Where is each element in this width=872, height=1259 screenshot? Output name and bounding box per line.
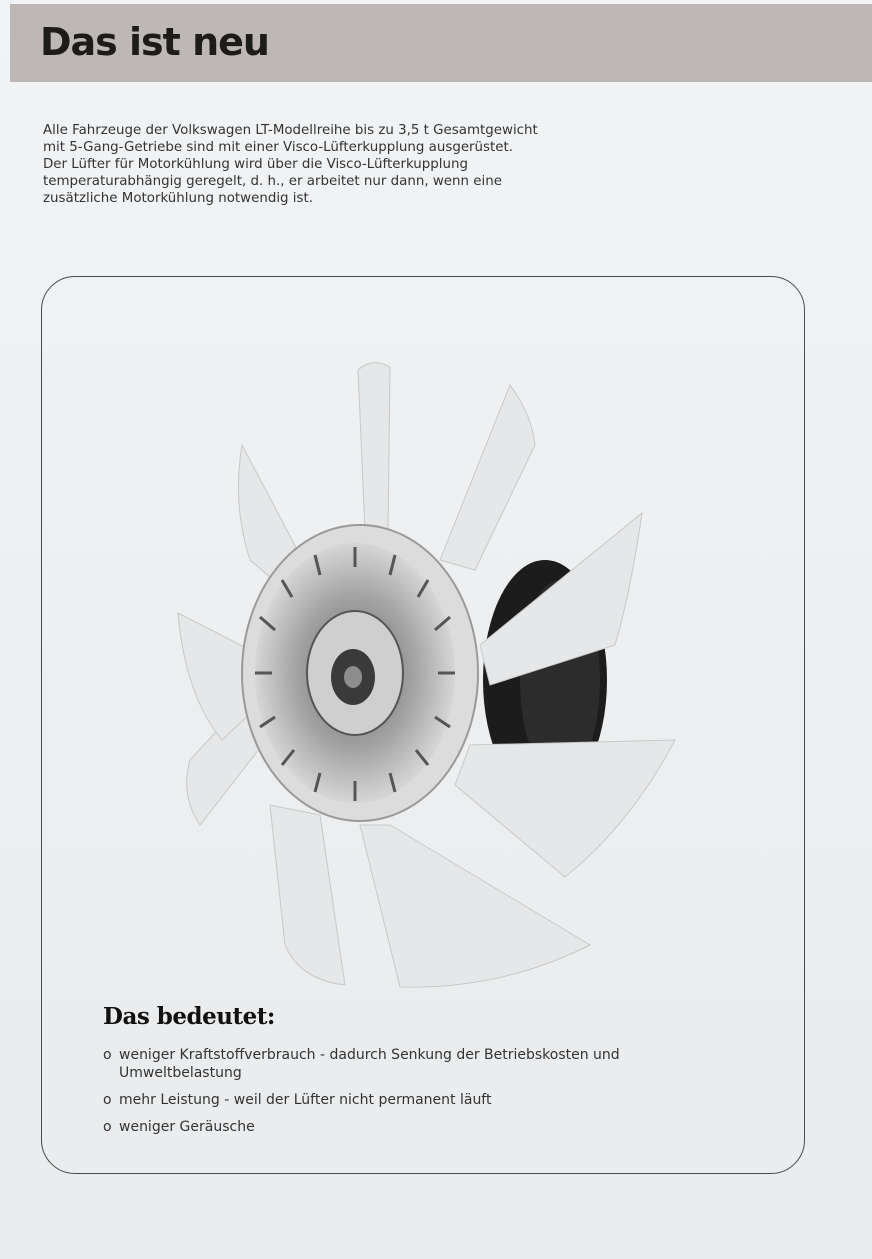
means-list	[103, 1046, 743, 1145]
intro-line: Der Lüfter für Motorkühlung wird über die Visco-Lüfterkupplung	[43, 157, 468, 172]
intro-line: zusätzliche Motorkühlung notwendig ist.	[43, 191, 314, 206]
fan-blade	[270, 805, 345, 985]
list-item	[103, 1091, 743, 1109]
fan-blade	[455, 740, 675, 877]
list-item	[103, 1046, 743, 1082]
intro-line: mit 5-Gang-Getriebe sind mit einer Visco-Lüfterkupplung ausgerüstet.	[43, 140, 514, 155]
bullet: o	[103, 1092, 112, 1108]
list-item-text: weniger Kraftstoffverbrauch - dadurch Senkung der Betriebskosten und Umweltbelastung	[119, 1047, 620, 1081]
intro-line: temperaturabhängig geregelt, d. h., er arbeitet nur dann, wenn eine	[43, 174, 502, 189]
list-item-text: weniger Geräusche	[119, 1119, 255, 1135]
fan-blade	[358, 363, 390, 533]
fan-with-visco-clutch-icon	[160, 355, 690, 1005]
fan-blade	[440, 385, 535, 570]
intro-line: Alle Fahrzeuge der Volkswagen LT-Modellreihe bis zu 3,5 t Gesamtgewicht	[43, 123, 538, 138]
bullet: o	[103, 1119, 112, 1135]
means-heading: Das bedeutet:	[103, 1003, 275, 1030]
list-item-text: mehr Leistung - weil der Lüfter nicht permanent läuft	[119, 1092, 492, 1108]
bullet: o	[103, 1047, 112, 1063]
page-title: Das ist neu	[40, 20, 269, 64]
list-item	[103, 1118, 743, 1136]
intro-text	[43, 122, 683, 207]
